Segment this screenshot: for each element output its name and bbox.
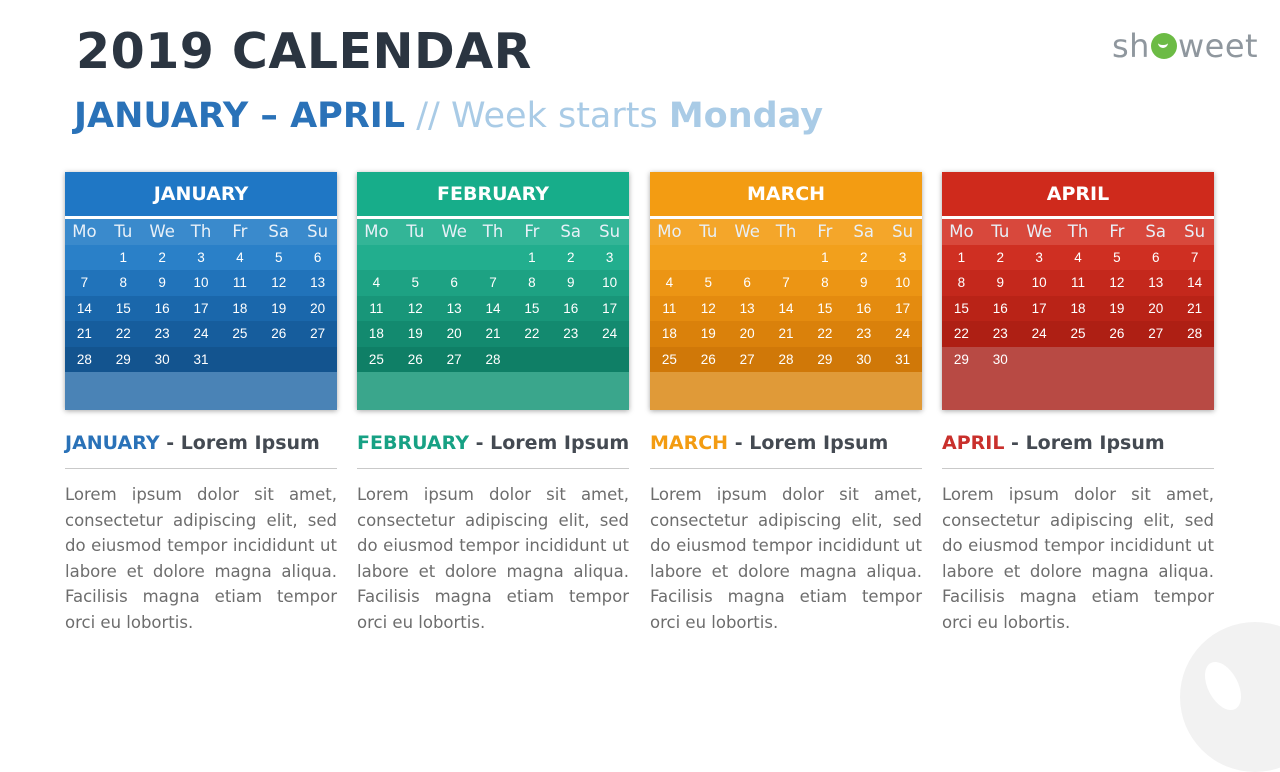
divider bbox=[65, 468, 337, 469]
day-cell: 3 bbox=[605, 249, 614, 265]
day-cell: 11 bbox=[662, 300, 677, 316]
day-cell: 13 bbox=[1148, 275, 1164, 290]
day-cell: 20 bbox=[310, 300, 326, 316]
subtitle-week-start-text: // Week starts bbox=[405, 96, 669, 136]
weekday-label: Tu bbox=[991, 222, 1010, 241]
day-cell: 6 bbox=[1151, 249, 1160, 265]
day-cell: 25 bbox=[232, 326, 248, 341]
week-row bbox=[942, 296, 1214, 322]
day-cell bbox=[1020, 347, 1059, 373]
day-cell: 29 bbox=[817, 351, 833, 367]
day-cell: 1 bbox=[821, 249, 829, 265]
day-cell: 20 bbox=[446, 326, 462, 341]
day-cell: 6 bbox=[313, 249, 322, 265]
day-cell: 4 bbox=[665, 275, 674, 290]
week-row bbox=[942, 245, 1214, 271]
week-row bbox=[650, 321, 922, 347]
weekday-label: Su bbox=[307, 222, 329, 241]
month-header: JANUARY bbox=[65, 172, 337, 219]
month-description-title bbox=[650, 428, 922, 458]
day-cell bbox=[396, 245, 435, 271]
day-cell: 20 bbox=[1148, 300, 1164, 316]
day-cell: 19 bbox=[1109, 300, 1125, 316]
day-cell: 24 bbox=[193, 326, 209, 341]
month-header: FEBRUARY bbox=[357, 172, 629, 219]
day-cell: 10 bbox=[1031, 275, 1047, 290]
day-cell: 15 bbox=[953, 300, 969, 316]
day-cell bbox=[767, 245, 806, 271]
day-cell: 19 bbox=[271, 300, 287, 316]
day-cell: 12 bbox=[407, 300, 423, 316]
day-cell: 31 bbox=[193, 351, 209, 367]
day-cell: 27 bbox=[1148, 326, 1164, 341]
day-cell: 30 bbox=[992, 351, 1008, 367]
month-description-body: Lorem ipsum dolor sit amet, consectetur adipiscing elit, sed do eiusmod tempor incididunt ut labore et dolore magna aliqua. Facilisis magna etiam tempor orci eu lobortis. bbox=[650, 485, 922, 632]
page-title: 2019 CALENDAR bbox=[76, 23, 532, 80]
day-cell: 7 bbox=[782, 275, 790, 290]
day-cell: 17 bbox=[895, 300, 911, 316]
weekday-label: Su bbox=[599, 222, 621, 241]
week-row bbox=[650, 270, 922, 296]
weekday-label: Sa bbox=[853, 222, 875, 241]
day-cell: 14 bbox=[778, 300, 794, 316]
day-cell: 17 bbox=[193, 300, 209, 316]
weekday-label: Sa bbox=[560, 222, 582, 241]
day-cell: 24 bbox=[895, 326, 911, 341]
month-description bbox=[650, 428, 922, 636]
day-cell: 16 bbox=[154, 300, 170, 316]
day-cell: 9 bbox=[996, 275, 1005, 290]
day-cell: 28 bbox=[1187, 326, 1203, 341]
month-calendar bbox=[65, 172, 337, 410]
logo-text-start: sh bbox=[1112, 27, 1150, 65]
day-cell: 3 bbox=[898, 249, 907, 265]
month-description-title bbox=[942, 428, 1214, 458]
month-header: APRIL bbox=[942, 172, 1214, 219]
day-cell: 9 bbox=[158, 275, 166, 290]
weekday-label: Fr bbox=[524, 222, 540, 241]
day-cell: 9 bbox=[566, 275, 575, 290]
day-cell bbox=[65, 245, 104, 271]
week-row bbox=[65, 270, 337, 296]
day-cell: 23 bbox=[992, 326, 1008, 341]
day-cell: 24 bbox=[602, 326, 618, 341]
month-subtitle: Lorem Ipsum bbox=[749, 432, 889, 454]
day-cell: 3 bbox=[1035, 249, 1043, 265]
weekday-label: Th bbox=[482, 222, 504, 241]
weekday-label: Sa bbox=[268, 222, 290, 241]
day-cell: 31 bbox=[895, 351, 911, 367]
logo-text-end: weet bbox=[1177, 27, 1259, 65]
day-cell: 6 bbox=[450, 275, 458, 290]
day-cell bbox=[512, 347, 551, 373]
weekday-label: Fr bbox=[1109, 222, 1125, 241]
day-cell: 16 bbox=[856, 300, 872, 316]
day-cell bbox=[1097, 347, 1136, 373]
day-cell: 28 bbox=[76, 351, 92, 367]
month-header: MARCH bbox=[650, 172, 922, 219]
day-cell bbox=[220, 347, 259, 373]
weekday-label: Tu bbox=[114, 222, 133, 241]
day-cell: 22 bbox=[524, 326, 540, 341]
day-cell: 17 bbox=[1031, 300, 1047, 316]
day-cell: 3 bbox=[197, 249, 205, 265]
weekday-label: Mo bbox=[657, 222, 682, 241]
day-cell: 10 bbox=[193, 275, 209, 290]
weekday-header-row bbox=[357, 219, 629, 245]
day-cell: 17 bbox=[602, 300, 618, 316]
day-cell: 8 bbox=[528, 275, 536, 290]
day-cell: 2 bbox=[859, 249, 868, 265]
week-row bbox=[357, 270, 629, 296]
day-cell: 27 bbox=[310, 326, 326, 341]
weekday-header-row bbox=[65, 219, 337, 245]
day-cell bbox=[590, 347, 629, 373]
day-cell: 7 bbox=[1190, 249, 1199, 265]
month-label: FEBRUARY bbox=[357, 432, 469, 454]
day-cell: 22 bbox=[817, 326, 833, 341]
month-description bbox=[65, 428, 337, 636]
day-cell bbox=[728, 245, 767, 271]
day-cell bbox=[474, 245, 513, 271]
weekday-label: Tu bbox=[406, 222, 425, 241]
week-row bbox=[357, 347, 629, 373]
month-description-title bbox=[65, 428, 337, 458]
day-cell: 16 bbox=[992, 300, 1008, 316]
weekday-label: We bbox=[734, 222, 760, 241]
calendar-footer-band bbox=[357, 372, 629, 410]
day-cell: 24 bbox=[1031, 326, 1047, 341]
month-label: JANUARY bbox=[65, 432, 160, 454]
day-cell: 28 bbox=[485, 351, 501, 367]
day-cell: 2 bbox=[158, 249, 166, 265]
title-separator: - bbox=[728, 432, 750, 454]
day-cell: 26 bbox=[1109, 326, 1125, 341]
weekday-label: Su bbox=[892, 222, 914, 241]
month-calendar bbox=[357, 172, 629, 410]
day-cell: 25 bbox=[368, 351, 384, 367]
weekday-label: Mo bbox=[72, 222, 97, 241]
day-cell: 4 bbox=[1074, 249, 1082, 265]
day-cell: 7 bbox=[80, 275, 89, 290]
month-subtitle: Lorem Ipsum bbox=[1025, 432, 1165, 454]
day-cell: 13 bbox=[310, 275, 326, 290]
weekday-header-row bbox=[942, 219, 1214, 245]
subtitle-range: JANUARY – APRIL bbox=[74, 96, 406, 136]
day-cell: 15 bbox=[524, 300, 540, 316]
brand-logo bbox=[1112, 26, 1258, 66]
divider bbox=[357, 468, 629, 469]
day-cell: 27 bbox=[446, 351, 462, 367]
day-cell: 4 bbox=[236, 249, 244, 265]
day-cell: 9 bbox=[859, 275, 868, 290]
weekday-label: Su bbox=[1184, 222, 1206, 241]
day-cell: 14 bbox=[76, 300, 92, 316]
day-cell: 7 bbox=[489, 275, 497, 290]
day-cell: 28 bbox=[778, 351, 794, 367]
week-row bbox=[942, 270, 1214, 296]
month-description-body: Lorem ipsum dolor sit amet, consectetur adipiscing elit, sed do eiusmod tempor incididunt ut labore et dolore magna aliqua. Facilisis magna etiam tempor orci eu lobortis. bbox=[65, 485, 337, 632]
day-cell: 20 bbox=[739, 326, 755, 341]
day-cell: 4 bbox=[372, 275, 381, 290]
day-cell: 1 bbox=[119, 249, 128, 265]
week-row bbox=[650, 347, 922, 373]
day-cell: 12 bbox=[1109, 275, 1125, 290]
day-cell: 8 bbox=[119, 275, 128, 290]
day-cell: 11 bbox=[1071, 275, 1086, 290]
week-row bbox=[650, 296, 922, 322]
day-cell: 6 bbox=[743, 275, 751, 290]
day-cell: 21 bbox=[1187, 300, 1203, 316]
weekday-label: Mo bbox=[364, 222, 389, 241]
day-cell: 8 bbox=[957, 275, 966, 290]
day-cell bbox=[259, 347, 298, 373]
day-cell: 18 bbox=[1070, 300, 1086, 316]
day-cell: 2 bbox=[566, 249, 575, 265]
weekday-label: Fr bbox=[232, 222, 248, 241]
day-cell: 5 bbox=[704, 275, 713, 290]
title-separator: - bbox=[159, 432, 181, 454]
day-cell: 12 bbox=[271, 275, 287, 290]
weekday-label: Th bbox=[190, 222, 212, 241]
showeet-smile-icon bbox=[1151, 33, 1177, 59]
week-row bbox=[65, 296, 337, 322]
day-cell: 11 bbox=[232, 275, 247, 290]
day-cell: 13 bbox=[739, 300, 755, 316]
day-cell: 10 bbox=[895, 275, 911, 290]
month-label: APRIL bbox=[942, 432, 1005, 454]
month-description-body: Lorem ipsum dolor sit amet, consectetur adipiscing elit, sed do eiusmod tempor incididunt ut labore et dolore magna aliqua. Facilisis magna etiam tempor orci eu lobortis. bbox=[942, 485, 1214, 632]
day-cell: 8 bbox=[821, 275, 829, 290]
weekday-label: We bbox=[1026, 222, 1052, 241]
day-cell: 25 bbox=[1070, 326, 1086, 341]
day-cell: 22 bbox=[115, 326, 131, 341]
day-cell: 15 bbox=[817, 300, 833, 316]
divider bbox=[942, 468, 1214, 469]
day-cell: 14 bbox=[485, 300, 501, 316]
weekday-label: Sa bbox=[1145, 222, 1167, 241]
month-subtitle: Lorem Ipsum bbox=[180, 432, 320, 454]
day-cell: 16 bbox=[563, 300, 579, 316]
day-cell: 22 bbox=[953, 326, 969, 341]
day-cell: 18 bbox=[232, 300, 248, 316]
page-subtitle bbox=[74, 94, 823, 138]
day-cell: 18 bbox=[661, 326, 677, 341]
week-row bbox=[65, 321, 337, 347]
day-cell: 30 bbox=[154, 351, 170, 367]
day-cell bbox=[1175, 347, 1214, 373]
weekday-label: We bbox=[149, 222, 175, 241]
month-description-body: Lorem ipsum dolor sit amet, consectetur adipiscing elit, sed do eiusmod tempor incididunt ut labore et dolore magna aliqua. Facilisis magna etiam tempor orci eu lobortis. bbox=[357, 485, 629, 632]
week-row bbox=[357, 296, 629, 322]
weekday-label: Fr bbox=[817, 222, 833, 241]
day-cell: 19 bbox=[407, 326, 423, 341]
day-cell: 26 bbox=[700, 351, 716, 367]
day-cell: 13 bbox=[446, 300, 462, 316]
day-cell: 21 bbox=[76, 326, 92, 341]
day-cell: 21 bbox=[485, 326, 501, 341]
day-cell: 15 bbox=[115, 300, 131, 316]
day-cell: 29 bbox=[953, 351, 969, 367]
month-calendar bbox=[650, 172, 922, 410]
day-cell: 2 bbox=[996, 249, 1005, 265]
day-cell bbox=[298, 347, 337, 373]
weekday-label: Th bbox=[1067, 222, 1089, 241]
month-calendar bbox=[942, 172, 1214, 410]
day-cell: 14 bbox=[1187, 275, 1203, 290]
day-cell: 12 bbox=[700, 300, 716, 316]
day-cell bbox=[435, 245, 474, 271]
month-label: MARCH bbox=[650, 432, 729, 454]
week-row bbox=[942, 347, 1214, 373]
day-cell bbox=[551, 347, 590, 373]
week-row bbox=[357, 245, 629, 271]
day-cell bbox=[1059, 347, 1098, 373]
day-cell bbox=[357, 245, 396, 271]
day-cell bbox=[650, 245, 689, 271]
day-cell: 26 bbox=[271, 326, 287, 341]
day-cell: 23 bbox=[154, 326, 170, 341]
day-cell: 18 bbox=[368, 326, 384, 341]
weekday-header-row bbox=[650, 219, 922, 245]
month-description bbox=[942, 428, 1214, 636]
day-cell: 5 bbox=[411, 275, 420, 290]
week-row bbox=[65, 347, 337, 373]
day-cell: 30 bbox=[856, 351, 872, 367]
day-cell: 1 bbox=[957, 249, 966, 265]
week-row bbox=[65, 245, 337, 271]
calendar-footer-band bbox=[650, 372, 922, 410]
subtitle-week-start-day: Monday bbox=[668, 96, 824, 136]
weekday-label: Mo bbox=[949, 222, 974, 241]
day-cell: 21 bbox=[778, 326, 794, 341]
day-cell: 1 bbox=[528, 249, 536, 265]
day-cell bbox=[1136, 347, 1175, 373]
day-cell: 5 bbox=[274, 249, 283, 265]
day-cell: 5 bbox=[1113, 249, 1121, 265]
divider bbox=[650, 468, 922, 469]
week-row bbox=[650, 245, 922, 271]
weekday-label: We bbox=[441, 222, 467, 241]
day-cell: 29 bbox=[115, 351, 131, 367]
day-cell: 27 bbox=[739, 351, 755, 367]
day-cell: 23 bbox=[856, 326, 872, 341]
week-row bbox=[942, 321, 1214, 347]
day-cell: 19 bbox=[700, 326, 716, 341]
month-description bbox=[357, 428, 629, 636]
title-separator: - bbox=[1004, 432, 1026, 454]
weekday-label: Tu bbox=[699, 222, 718, 241]
day-cell bbox=[689, 245, 728, 271]
title-separator: - bbox=[468, 432, 491, 454]
day-cell: 23 bbox=[563, 326, 579, 341]
day-cell: 10 bbox=[602, 275, 618, 290]
calendar-footer-band bbox=[942, 372, 1214, 410]
day-cell: 25 bbox=[661, 351, 677, 367]
day-cell: 26 bbox=[407, 351, 423, 367]
calendar-footer-band bbox=[65, 372, 337, 410]
week-row bbox=[357, 321, 629, 347]
month-description-title bbox=[357, 428, 629, 458]
month-subtitle: Lorem Ipsum bbox=[490, 432, 630, 454]
day-cell: 11 bbox=[369, 300, 384, 316]
weekday-label: Th bbox=[775, 222, 797, 241]
